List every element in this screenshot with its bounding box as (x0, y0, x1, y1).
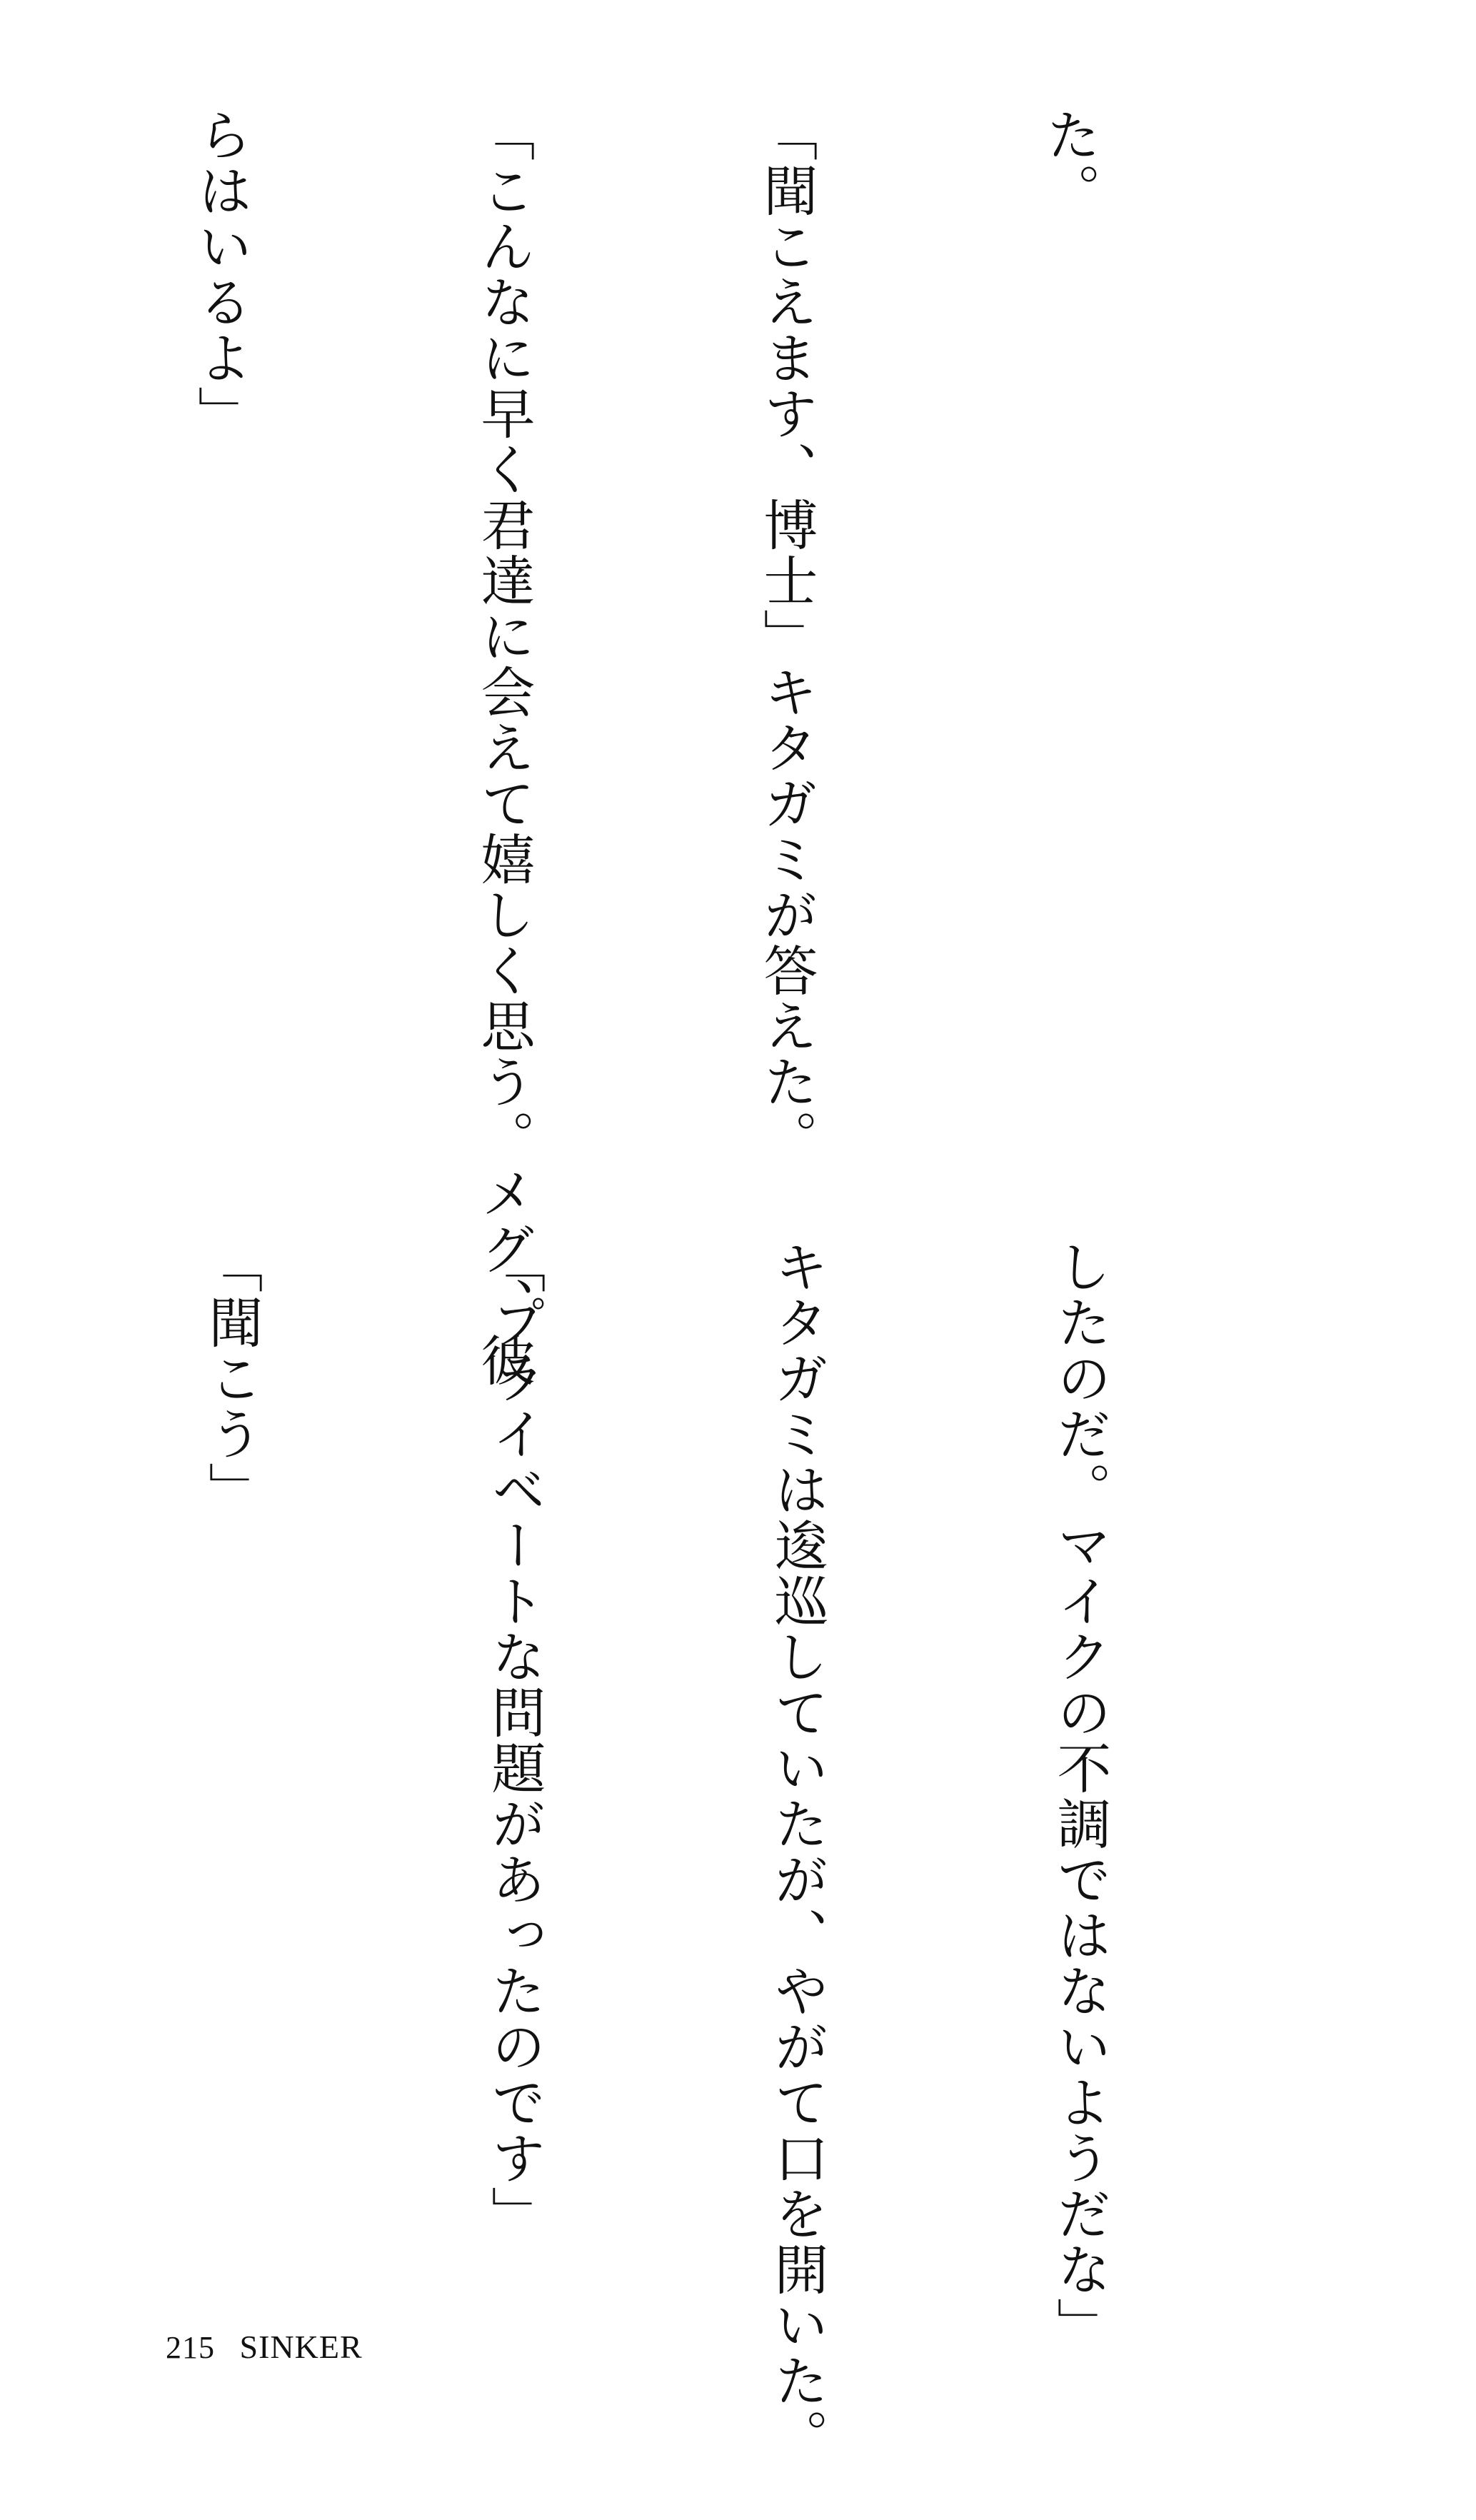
text-column: 「聞こえます、博士」キタガミが答えた。 (755, 107, 818, 1165)
text-column: 「聞こう」 (200, 1239, 263, 1517)
text-column: したのだ。マイクの不調ではないようだな」 (1048, 1239, 1112, 2353)
text-column: 「こんなに早く君達に会えて嬉しく思う。メグ、彼 (472, 107, 536, 1388)
page-footer (166, 2328, 363, 2366)
text-column: 「プライベートな問題があったのです」 (483, 1239, 546, 2242)
text-column: キタガミは逡巡していたが、やがて口を開いた。 (765, 1239, 829, 2464)
text-column: た。 (1038, 107, 1101, 219)
page-number: 215 (166, 2330, 215, 2365)
text-column: らはいるよ」 (189, 107, 253, 441)
running-title: SINKER (239, 2329, 363, 2365)
